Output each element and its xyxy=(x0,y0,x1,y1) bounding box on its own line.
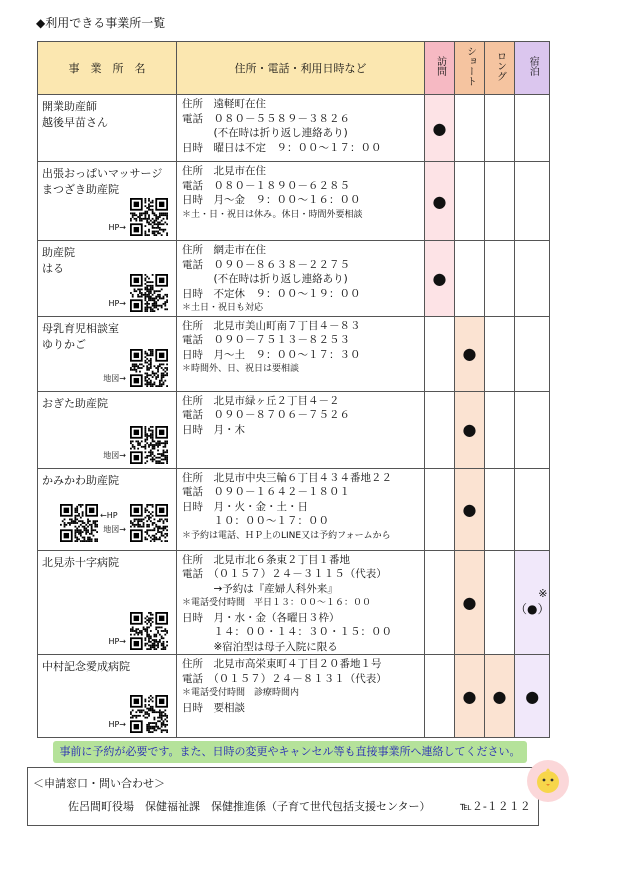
facility-info xyxy=(177,162,425,241)
mark-long xyxy=(485,95,515,162)
info-line: 住所 北見市在住 xyxy=(182,165,266,177)
mark-long xyxy=(485,162,515,241)
mark-long: ● xyxy=(485,655,515,738)
facility-info xyxy=(177,95,425,162)
qr-code-icon[interactable] xyxy=(130,612,168,650)
mark-visit xyxy=(425,550,455,655)
info-line: 電話 （０１５７）２４－３１１５（代表） xyxy=(182,568,387,580)
mark-visit: ● xyxy=(425,162,455,241)
info-line: 住所 遠軽町在住 xyxy=(182,98,266,110)
mark-visit xyxy=(425,655,455,738)
facility-name-line: おぎた助産院 xyxy=(42,396,108,410)
mark-visit: ● xyxy=(425,95,455,162)
info-line: 住所 北見市美山町南７丁目４－８３ xyxy=(182,319,361,332)
info-line: 電話 ０９０－８７０６－７５２６ xyxy=(182,409,350,421)
contact-body: 佐呂間町役場 保健福祉課 保健推進係（子育て世代包括支援センター） xyxy=(68,800,431,813)
info-line: 日時 月～金 ９：００～１６：００ xyxy=(182,194,361,206)
header-info: 住所・電話・利用日時など xyxy=(177,42,425,95)
mark-visit xyxy=(425,468,455,550)
facility-name-line: 出張おっぱいマッサージ xyxy=(42,167,163,180)
stay-note: ※ xyxy=(538,587,548,601)
info-line: ＊時間外、日、祝日は要相談 xyxy=(182,364,300,374)
facility-name-line: 開業助産師 xyxy=(42,100,97,113)
info-line: １０：００～１７：００ xyxy=(182,515,329,527)
info-line: 電話 ０８０－５５８９－３８２６ xyxy=(182,112,350,125)
facility-name-line: 中村記念愛成病院 xyxy=(42,660,130,673)
facility-info xyxy=(177,468,425,550)
info-line: 住所 網走市在住 xyxy=(182,244,266,256)
facility-name xyxy=(38,162,177,241)
info-line: 日時 月・木 xyxy=(182,423,245,436)
qr-code-icon[interactable] xyxy=(130,349,168,387)
mark-short: ● xyxy=(455,391,485,468)
mark-long xyxy=(485,550,515,655)
info-line: 電話 ０９０－８６３８－２２７５ xyxy=(182,258,350,271)
facility-name xyxy=(38,241,177,317)
qr-label: 地図→ xyxy=(103,373,126,383)
header-long: ロング xyxy=(485,42,515,95)
qr-label: HP→ xyxy=(108,298,126,308)
table-row xyxy=(38,95,550,162)
facility-name xyxy=(38,391,177,468)
facility-name-line: 助産院 xyxy=(42,246,75,259)
info-line: 日時 要相談 xyxy=(182,701,245,714)
header-visit: 訪問 xyxy=(425,42,455,95)
qr-code-icon[interactable] xyxy=(130,426,168,464)
info-line: 住所 北見市緑ヶ丘２丁目４－２ xyxy=(182,394,340,407)
info-line: 住所 北見市高栄東町４丁目２０番地１号 xyxy=(182,658,382,670)
mark-stay xyxy=(515,241,550,317)
stay-mark: （●） xyxy=(515,602,550,617)
info-line: ＊予約は電話、ＨＰ上のLINE又は予約フォームから xyxy=(182,530,391,541)
qr-label: HP→ xyxy=(108,223,126,232)
table-row xyxy=(38,241,550,317)
info-line: 電話 ０９０－１６４２－１８０１ xyxy=(182,486,350,498)
info-line: 電話 ０９０－７５１３－８２５３ xyxy=(182,334,350,346)
info-line: ＊土日・祝日も対応 xyxy=(182,303,264,313)
facility-name-line: 越後早苗さん xyxy=(42,116,108,129)
facility-info xyxy=(177,391,425,468)
qr-code-icon[interactable] xyxy=(130,198,168,236)
facility-name-line: まつざき助産院 xyxy=(42,183,119,196)
table-row xyxy=(38,655,550,738)
info-line: １４：００・１４：３０・１５：００ xyxy=(182,626,392,638)
info-line: 日時 月・水・金（各曜日３枠） xyxy=(182,611,340,624)
contact-heading: ＜申請窓口・問い合わせ＞ xyxy=(33,777,165,790)
qr-label: 地図→ xyxy=(103,524,126,534)
mark-stay: ● xyxy=(515,655,550,738)
mark-stay xyxy=(515,95,550,162)
mark-stay xyxy=(515,316,550,391)
facility-info xyxy=(177,655,425,738)
facility-name xyxy=(38,655,177,738)
mark-short: ● xyxy=(455,655,485,738)
contact-box xyxy=(27,767,539,826)
notice-banner: 事前に予約が必要です。また、日時の変更やキャンセル等も直接事業所へ連絡してください。 xyxy=(53,741,527,763)
table-row xyxy=(38,391,550,468)
table-row xyxy=(38,162,550,241)
info-line: (不在時は折り返し連絡あり) xyxy=(182,127,348,139)
qr-label: HP→ xyxy=(108,720,126,729)
facility-name xyxy=(38,316,177,391)
qr-label: HP→ xyxy=(108,637,126,646)
chick-icon xyxy=(527,760,569,802)
mark-stay xyxy=(515,468,550,550)
info-line: 日時 月～土 ９：００～１７：３０ xyxy=(182,348,361,361)
facility-info xyxy=(177,241,425,317)
mark-short xyxy=(455,162,485,241)
facility-info xyxy=(177,316,425,391)
page-title: ◆利用できる事業所一覧 xyxy=(36,16,166,30)
facility-info xyxy=(177,550,425,655)
info-line: ＊電話受付時間 診療時間内 xyxy=(182,688,300,698)
mark-long xyxy=(485,391,515,468)
facility-name-line: 母乳育児相談室 xyxy=(42,321,119,335)
mark-short: ● xyxy=(455,550,485,655)
mark-short xyxy=(455,241,485,317)
header-name: 事 業 所 名 xyxy=(38,42,177,95)
mark-short xyxy=(455,95,485,162)
header-short: ショート xyxy=(455,42,485,95)
info-line: 電話 ０８０－１８９０－６２８５ xyxy=(182,179,350,192)
facility-name xyxy=(38,468,177,550)
info-line: ※宿泊型は母子入院に限る xyxy=(182,640,338,653)
qr-code-icon[interactable] xyxy=(130,274,168,312)
table-row xyxy=(38,316,550,391)
facility-name-line: はる xyxy=(42,262,64,275)
facility-name xyxy=(38,550,177,655)
qr-label: 地図→ xyxy=(103,450,126,460)
mark-visit xyxy=(425,391,455,468)
info-line: →予約は『産婦人科外来』 xyxy=(182,582,338,595)
info-line: ＊電話受付時間 平日１３：００～１６：００ xyxy=(182,598,372,608)
mark-long xyxy=(485,316,515,391)
facility-name xyxy=(38,95,177,162)
info-line: 日時 月・火・金・土・日 xyxy=(182,500,308,513)
mark-long xyxy=(485,241,515,317)
info-line: 日時 不定休 ９：００～１９：００ xyxy=(182,287,361,300)
info-line: 日時 曜日は不定 ９：００～１７：００ xyxy=(182,141,382,154)
facility-name-line: 北見赤十字病院 xyxy=(42,555,119,569)
info-line: 住所 北見市北６条東２丁目１番地 xyxy=(182,553,350,566)
mark-long xyxy=(485,468,515,550)
mark-visit xyxy=(425,316,455,391)
info-line: 電話 （０１５７）２４－８１３１（代表） xyxy=(182,672,387,685)
table-row xyxy=(38,468,550,550)
mark-short: ● xyxy=(455,468,485,550)
info-line: (不在時は折り返し連絡あり) xyxy=(182,273,348,285)
table-row xyxy=(38,550,550,655)
qr-label: ←HP xyxy=(100,510,118,520)
mark-stay xyxy=(515,550,550,655)
qr-code-icon[interactable] xyxy=(60,504,98,542)
mark-visit: ● xyxy=(425,241,455,317)
facility-table xyxy=(37,41,550,738)
facility-name-line: ゆりかご xyxy=(42,337,86,351)
header-stay: 宿泊 xyxy=(515,42,550,95)
contact-tel: ℡２-１２１２ xyxy=(460,800,531,813)
mark-stay xyxy=(515,391,550,468)
qr-code-icon[interactable] xyxy=(130,695,168,733)
facility-name-line: かみかわ助産院 xyxy=(42,473,119,487)
qr-code-icon[interactable] xyxy=(130,504,168,542)
info-line: 住所 北見市中央三輪６丁目４３４番地２２ xyxy=(182,471,392,484)
mark-stay xyxy=(515,162,550,241)
mark-short: ● xyxy=(455,316,485,391)
info-line: ＊土・日・祝日は休み。休日・時間外要相談 xyxy=(182,209,363,220)
